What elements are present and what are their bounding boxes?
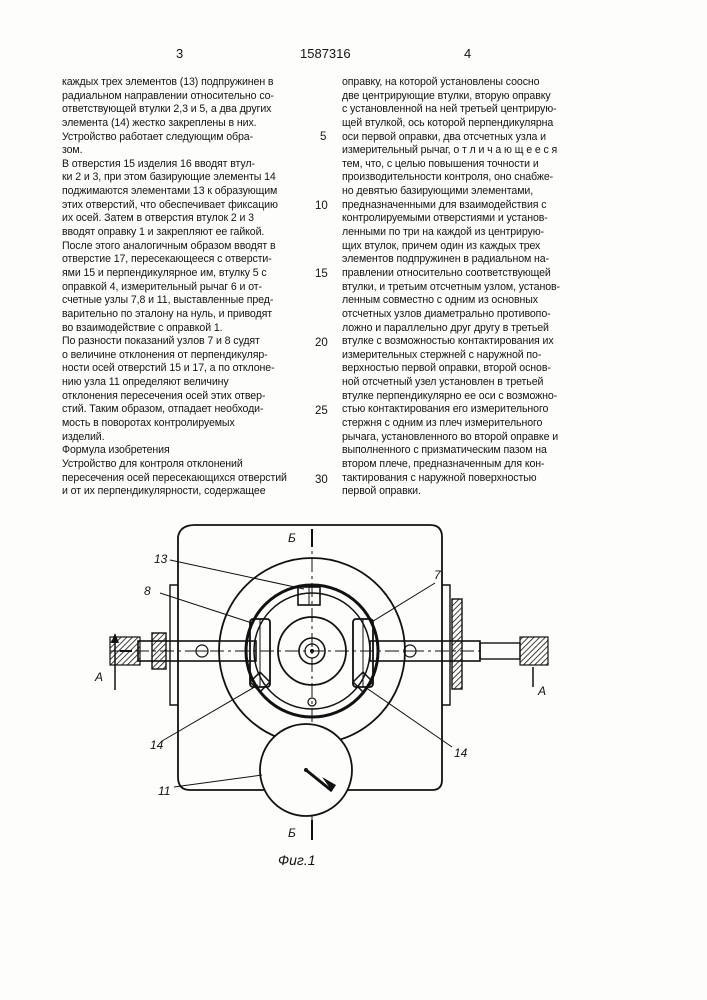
label-14-left: 14 [150, 738, 164, 752]
text-line: каждых трех элементов (13) подпружинен в [62, 76, 274, 88]
text-line: ности осей отверстий 15 и 17, а по отклоне- [62, 362, 275, 375]
text-line: В отверстия 15 изделия 16 вводят втул- [62, 157, 255, 170]
text-line: первой оправки. [342, 485, 421, 498]
text-line: По разности показаний узлов 7 и 8 судят [62, 335, 260, 348]
text-line: предназначенными для взаимодействия с [342, 198, 547, 211]
text-line: оси первой оправки, два отсчетных узла и [342, 130, 546, 143]
line-number: 25 [315, 405, 328, 417]
text-line: щей втулкой, ось которой перпендикулярна [342, 116, 554, 129]
page-number-right: 4 [464, 46, 472, 61]
text-line: во взаимодействие с оправкой 1. [62, 321, 223, 334]
text-line: счетные узлы 7,8 и 11, выставленные пред- [62, 294, 274, 307]
text-line: варительно по эталону на нуль, и приводят [62, 307, 272, 320]
text-line: элемента (14) жестко закреплены в них. [62, 116, 257, 129]
text-line: оправку, на которой установлены соосно [342, 76, 540, 88]
label-7: 7 [434, 568, 441, 582]
text-line: После этого аналогичным образом вводят в [62, 239, 276, 252]
text-line: пересечения осей пересекающихся отверстий [62, 471, 287, 484]
line-number: 5 [320, 131, 327, 143]
text-line: измерительных стержней с наружной по- [342, 348, 542, 361]
line-number: 30 [315, 474, 328, 486]
text-line: ной отсчетный узел установлен в третьей [342, 376, 544, 389]
text-line: ки 2 и 3, при этом базирующие элементы 14 [62, 171, 276, 184]
line-number: 10 [315, 200, 328, 212]
patent-number: 1587316 [300, 46, 351, 61]
text-line: стью контактирования его измерительного [342, 403, 549, 416]
text-line: щих втулок, причем один из каждых трех [342, 239, 541, 252]
text-line: втулке перпендикулярно ее оси с возможно- [342, 389, 558, 402]
text-line: и от их перпендикулярности, содержащее [62, 485, 266, 498]
text-line: Устройство для контроля отклонений [62, 457, 243, 470]
text-line: втором плече, предназначенным для кон- [342, 457, 545, 470]
label-14-right: 14 [454, 746, 468, 760]
section-mark-bottom: Б [288, 826, 296, 840]
text-line: зом. [62, 144, 83, 157]
text-line: контролируемыми отверстиями и установ- [342, 212, 548, 225]
text-line: радиальном направлении относительно со- [62, 89, 274, 102]
text-line: отклонения пересечения осей этих отвер- [62, 389, 266, 402]
text-line: Формула изобретения [62, 444, 170, 457]
text-line: поджимаются элементами 13 к образующим [62, 185, 278, 198]
text-line: с установленной на ней третьей центрирую- [342, 103, 557, 116]
text-line: ложно и параллельно друг другу в третьей [342, 321, 549, 334]
text-line: ответствующей втулки 2,3 и 5, а два других [62, 103, 272, 116]
figure-caption: Фиг.1 [278, 852, 316, 868]
line-number: 15 [315, 268, 328, 280]
text-line: втулке с возможностью контактирования их [342, 335, 554, 348]
line-number: 20 [315, 337, 328, 349]
label-8: 8 [144, 584, 151, 598]
technical-drawing [90, 515, 570, 875]
text-line: о величине отклонения от перпендикуляр- [62, 348, 268, 361]
text-line: производительности контроля, оно снабже- [342, 171, 554, 184]
text-line: этих отверстий, что обеспечивает фиксацию [62, 198, 278, 211]
text-line: ями 15 и перпендикулярное им, втулку 5 с [62, 266, 267, 279]
text-line: Устройство работает следующим обра- [62, 130, 254, 143]
section-mark-top: Б [288, 531, 296, 545]
text-line: ленным совместно с одним из основных [342, 294, 538, 307]
arrow-label-left: A [95, 670, 104, 684]
text-line: изделий. [62, 430, 105, 443]
text-line: правлении относительно соответствующей [342, 266, 551, 279]
label-11: 11 [158, 784, 171, 798]
text-line: верхностью первой оправки, второй основ- [342, 362, 551, 375]
text-line: измерительный рычаг, о т л и ч а ю щ е е с я [342, 144, 558, 157]
text-line: нию узла 11 определяют величину [62, 376, 229, 389]
text-line: вводят оправку 1 и закрепляют ее гайкой. [62, 226, 265, 239]
text-line: элементов подпружинен в радиальном на- [342, 253, 549, 266]
text-line: выполненного с призматическим пазом на [342, 444, 547, 457]
text-line: тем, что, с целью повышения точности и [342, 157, 539, 170]
arrow-label-right: A [538, 684, 547, 698]
text-line: ленными по три на каждой из центрирую- [342, 226, 544, 239]
label-13: 13 [154, 552, 168, 566]
right-column [342, 76, 614, 499]
text-line: стий. Таким образом, отпадает необходи- [62, 403, 264, 416]
text-line: отверстие 17, пересекающееся с отверсти- [62, 253, 272, 266]
left-column [62, 76, 334, 499]
text-line: отсчетных узлов диаметрально противопо- [342, 307, 551, 320]
page-number-left: 3 [176, 46, 184, 61]
text-line: две центрирующие втулки, вторую оправку [342, 89, 551, 102]
text-line: тактирования с наружной поверхностью [342, 471, 537, 484]
text-line: но девятью базирующими элементами, [342, 185, 534, 198]
text-line: рычага, установленного во второй оправке и [342, 430, 559, 443]
text-line: мость в поворотах контролируемых [62, 417, 235, 430]
text-line: стержня с одним из плеч измерительного [342, 417, 543, 430]
text-line: их осей. Затем в отверстия втулок 2 и 3 [62, 212, 254, 225]
text-line: втулки, и третьим отсчетным узлом, установ- [342, 280, 560, 293]
text-line: оправкой 4, измерительный рычаг 6 и от- [62, 280, 262, 293]
